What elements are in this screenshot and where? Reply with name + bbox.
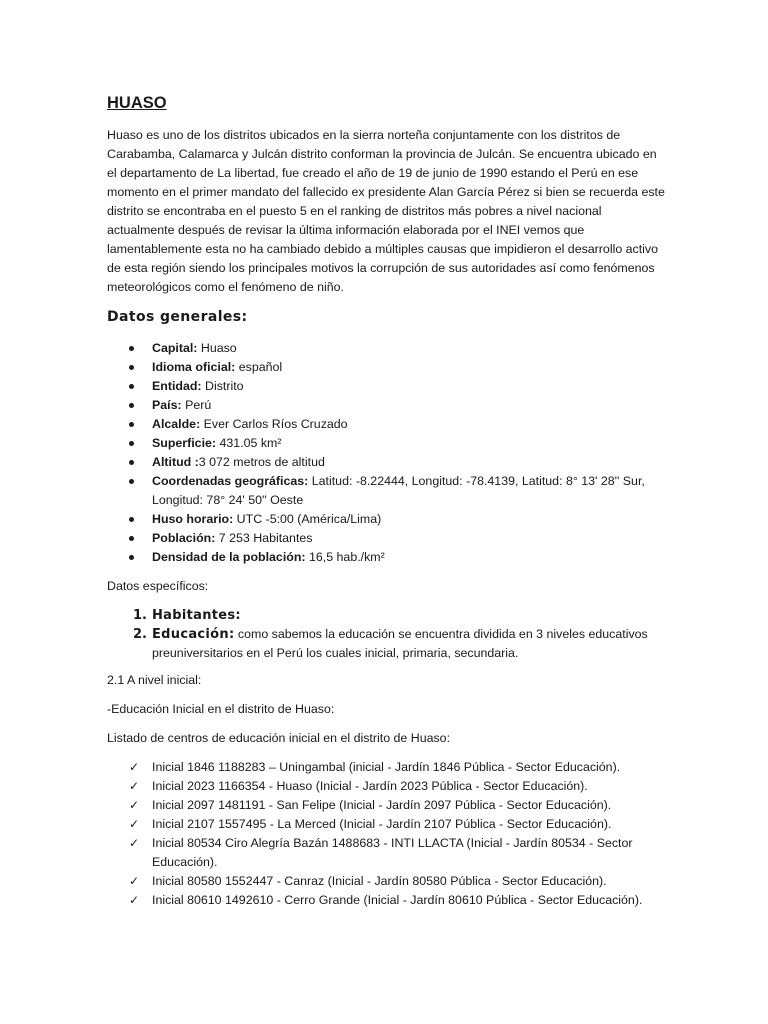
datos-generales-item bbox=[107, 548, 667, 567]
item-label: Capital: bbox=[152, 341, 198, 355]
datos-generales-heading: Datos generales: bbox=[107, 309, 248, 325]
centro-item bbox=[107, 777, 667, 796]
item-number: 1. bbox=[133, 608, 147, 623]
item-label: Alcalde: bbox=[152, 417, 201, 431]
centros-list bbox=[107, 758, 667, 910]
check-mark-icon: ✓ bbox=[129, 798, 140, 812]
bullet-dot-icon bbox=[129, 365, 134, 370]
centro-text: Inicial 2107 1557495 - La Merced (Inicial - Jardín 2107 Pública - Sector Educación). bbox=[152, 817, 612, 831]
numbered-item bbox=[107, 625, 667, 663]
check-mark-icon: ✓ bbox=[129, 817, 140, 831]
check-mark-icon: ✓ bbox=[129, 874, 140, 888]
bullet-dot-icon bbox=[129, 517, 134, 522]
datos-generales-item bbox=[107, 415, 667, 434]
item-value: Huaso bbox=[197, 341, 237, 355]
datos-generales-item bbox=[107, 453, 667, 472]
bullet-dot-icon bbox=[129, 384, 134, 389]
centro-item bbox=[107, 891, 667, 910]
centro-item bbox=[107, 796, 667, 815]
item-label: País: bbox=[152, 398, 182, 412]
item-label: Huso horario: bbox=[152, 512, 234, 526]
bullet-dot-icon bbox=[129, 536, 134, 541]
centro-text: Inicial 80580 1552447 - Canraz (Inicial - Jardín 80580 Pública - Sector Educación). bbox=[152, 874, 607, 888]
item-value: Latitud: -8.22444, Longitud: -78.4139, Latitud: 8° 13' 28'' Sur, Longitud: 78° 24' 50'' Oeste bbox=[152, 474, 645, 507]
check-mark-icon: ✓ bbox=[129, 760, 140, 774]
datos-generales-item bbox=[107, 472, 667, 510]
centro-item bbox=[107, 758, 667, 777]
bullet-dot-icon bbox=[129, 422, 134, 427]
check-mark-icon: ✓ bbox=[129, 893, 140, 907]
datos-generales-item bbox=[107, 377, 667, 396]
item-value: 431.05 km² bbox=[216, 436, 282, 450]
centro-item bbox=[107, 815, 667, 834]
item-label: Superficie: bbox=[152, 436, 217, 450]
item-number: 2. bbox=[133, 627, 147, 642]
item-label: Entidad: bbox=[152, 379, 202, 393]
document-page bbox=[107, 92, 667, 910]
numbered-list bbox=[107, 606, 667, 663]
centro-text: Inicial 80610 1492610 - Cerro Grande (Inicial - Jardín 80610 Pública - Sector Educación). bbox=[152, 893, 643, 907]
bullet-dot-icon bbox=[129, 479, 134, 484]
check-mark-icon: ✓ bbox=[129, 779, 140, 793]
datos-generales-list bbox=[107, 339, 667, 567]
item-heading: Habitantes: bbox=[152, 608, 241, 623]
datos-generales-item bbox=[107, 510, 667, 529]
page-title: HUASO bbox=[107, 94, 167, 112]
bullet-dot-icon bbox=[129, 346, 134, 351]
datos-generales-item bbox=[107, 396, 667, 415]
bullet-dot-icon bbox=[129, 403, 134, 408]
educacion-inicial-label: -Educación Inicial en el distrito de Huaso: bbox=[107, 702, 335, 716]
datos-generales-item bbox=[107, 529, 667, 548]
nivel-inicial-label: 2.1 A nivel inicial: bbox=[107, 673, 202, 687]
datos-especificos-label: Datos específicos: bbox=[107, 579, 209, 593]
item-label: Población: bbox=[152, 531, 216, 545]
datos-generales-item bbox=[107, 339, 667, 358]
intro-paragraph: Huaso es uno de los distritos ubicados en la sierra norteña conjuntamente con los distritos de Carabamba, Calamarca y Julcán distrito conforman la provincia de Julcán. Se encuentra ubicado en el departamento de La libertad, fue creado el año de 19 de junio de 1990 estando el Perú en ese momento en el primer mandato del fallecido ex presidente Alan García Pérez si bien se recuerda este distrito se encontraba en el puesto 5 en el ranking de distritos más pobres a nivel nacional actualmente después de revisar la última información elaborada por el INEI vemos que lamentablemente esta no ha cambiado debido a múltiples causas que impidieron el desarrollo activo de esta región siendo los principales motivos la corrupción de sus autoridades así como fenómenos meteorológicos como el fenómeno de niño. bbox=[107, 128, 665, 294]
centro-text: Inicial 80534 Ciro Alegría Bazán 1488683 - INTI LLACTA (Inicial - Jardín 80534 - Sector Educación). bbox=[152, 836, 633, 869]
item-value: 16,5 hab./km² bbox=[305, 550, 385, 564]
item-label: Altitud : bbox=[152, 455, 199, 469]
item-heading: Educación: bbox=[152, 627, 235, 642]
item-value: 7 253 Habitantes bbox=[215, 531, 313, 545]
centro-text: Inicial 1846 1188283 – Uningambal (inicial - Jardín 1846 Pública - Sector Educación). bbox=[152, 760, 621, 774]
item-label: Densidad de la población: bbox=[152, 550, 306, 564]
item-value: español bbox=[235, 360, 283, 374]
item-label: Coordenadas geográficas: bbox=[152, 474, 309, 488]
centro-item bbox=[107, 872, 667, 891]
numbered-item bbox=[107, 606, 667, 625]
bullet-dot-icon bbox=[129, 555, 134, 560]
item-value: Perú bbox=[181, 398, 212, 412]
check-mark-icon: ✓ bbox=[129, 836, 140, 850]
datos-generales-item bbox=[107, 434, 667, 453]
listado-label: Listado de centros de educación inicial en el distrito de Huaso: bbox=[107, 731, 451, 745]
centro-text: Inicial 2097 1481191 - San Felipe (Inicial - Jardín 2097 Pública - Sector Educación). bbox=[152, 798, 612, 812]
item-value: Ever Carlos Ríos Cruzado bbox=[200, 417, 348, 431]
item-value: 3 072 metros de altitud bbox=[198, 455, 325, 469]
bullet-dot-icon bbox=[129, 460, 134, 465]
item-value: UTC -5:00 (América/Lima) bbox=[233, 512, 382, 526]
datos-generales-item bbox=[107, 358, 667, 377]
bullet-dot-icon bbox=[129, 441, 134, 446]
centro-text: Inicial 2023 1166354 - Huaso (Inicial - Jardín 2023 Pública - Sector Educación). bbox=[152, 779, 588, 793]
item-text: como sabemos la educación se encuentra dividida en 3 niveles educativos preuniversitarios en el Perú los cuales inicial, primaria, secundaria. bbox=[152, 627, 648, 660]
item-value: Distrito bbox=[201, 379, 244, 393]
centro-item bbox=[107, 834, 667, 872]
item-label: Idioma oficial: bbox=[152, 360, 236, 374]
